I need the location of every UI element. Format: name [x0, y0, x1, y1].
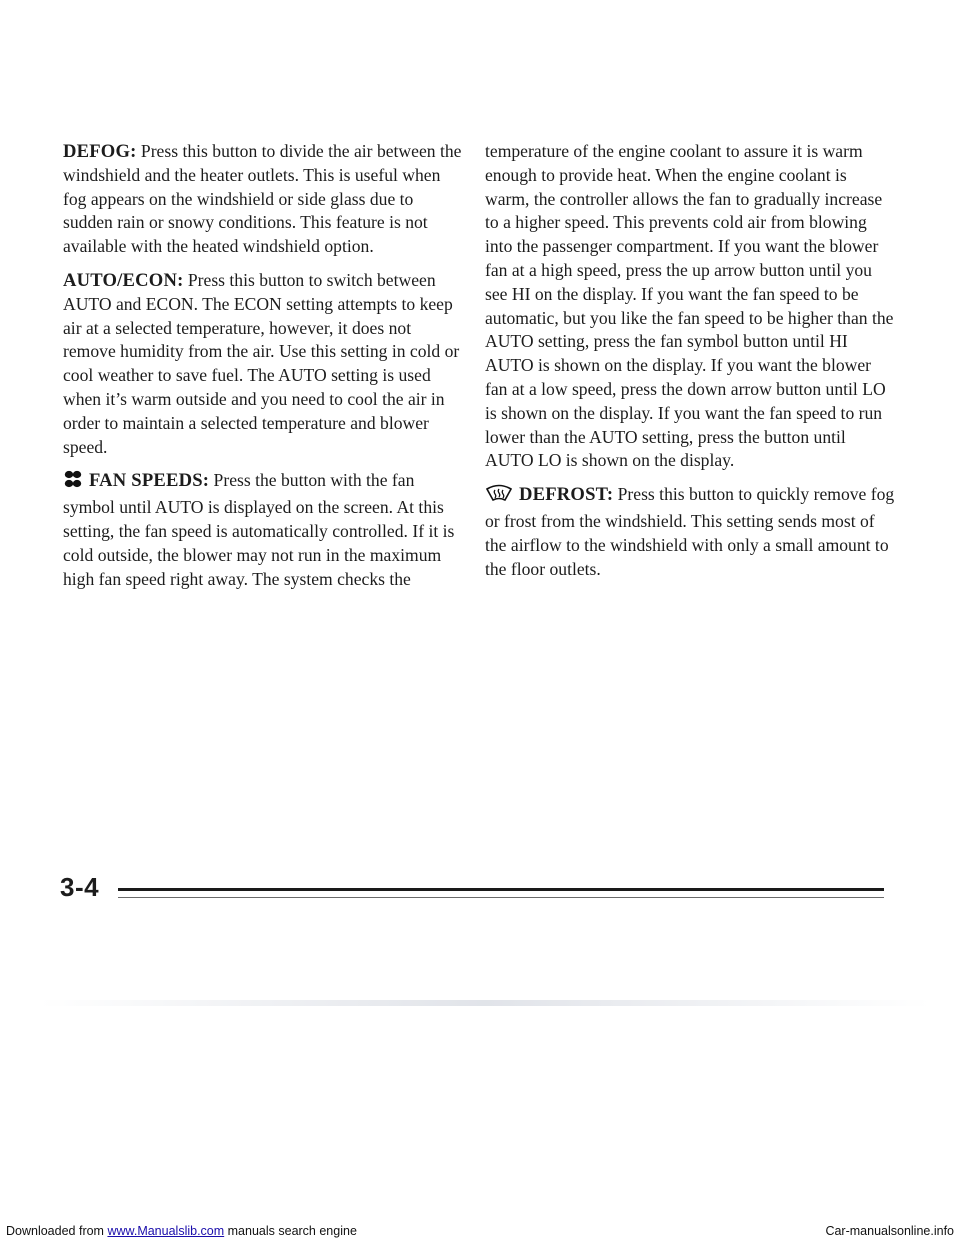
- footer-rule: [118, 888, 884, 891]
- auto-econ-paragraph: [63, 269, 463, 459]
- defrost-icon: [485, 483, 513, 510]
- watermark-suffix: manuals search engine: [224, 1224, 357, 1238]
- defrost-paragraph: [485, 483, 895, 581]
- fan-icon: [63, 469, 83, 496]
- site-watermark: Car-manualsonline.info: [825, 1224, 954, 1238]
- right-column: [485, 140, 895, 591]
- scan-artifact: [40, 1000, 930, 1006]
- defog-paragraph: [63, 140, 463, 259]
- auto-econ-term: AUTO/ECON:: [63, 269, 184, 291]
- fan-speeds-term: FAN SPEEDS:: [89, 470, 210, 492]
- defrost-term: DEFROST:: [519, 484, 614, 506]
- manualslib-link[interactable]: www.Manualslib.com: [107, 1224, 225, 1238]
- defrost-text: Press this button to quickly remove fog or frost from the windshield. This setting sends most of the airflow to the windshield with only a small amount to the floor outlets.: [485, 484, 895, 579]
- watermark-prefix: Downloaded from: [6, 1224, 108, 1238]
- defog-term: DEFOG:: [63, 141, 137, 162]
- fan-speeds-paragraph: [63, 469, 463, 591]
- defog-text: Press this button to divide the air between the windshield and the heater outlets. This is useful when fog appears on the windshield or side glass due to sudden rain or snowy conditions. This feature is not available with the heated windshield option.: [63, 141, 462, 257]
- left-column: [63, 140, 463, 601]
- download-watermark: [6, 1224, 357, 1238]
- auto-econ-text: Press this button to switch between AUTO and ECON. The ECON setting attempts to keep air at a selected temperature, however, it does not remove humidity from the air. Use this setting in cold or cool weather to save fuel. The AUTO setting is used when it’s warm outside and you need to cool the air in order to maintain a selected temperature and blower speed.: [63, 269, 460, 457]
- fan-speeds-continued-paragraph: [485, 140, 895, 473]
- footer-rule-thin: [118, 897, 884, 898]
- fan-speeds-continued-text: temperature of the engine coolant to assure it is warm enough to provide heat. When the engine coolant is warm, the controller allows the fan to gradually increase to a higher speed. This prevents cold air from blowing into the passenger compartment. If you want the blower fan at a high speed, press the up arrow button until you see HI on the display. If you want the fan speed to be automatic, but you like the fan speed to be higher than the AUTO setting, press the fan symbol button until HI AUTO is shown on the display. If you want the blower fan at a low speed, press the down arrow button until LO is shown on the display. If you want the fan speed to run lower than the AUTO setting, press the button until AUTO LO is shown on the display.: [485, 141, 894, 471]
- fan-speeds-text: Press the button with the fan symbol until AUTO is displayed on the screen. At this setting, the fan speed is automatically controlled. If it is cold outside, the blower may not run in the maximum high fan speed right away. The system checks the: [63, 470, 455, 589]
- page-number: 3-4: [60, 872, 100, 902]
